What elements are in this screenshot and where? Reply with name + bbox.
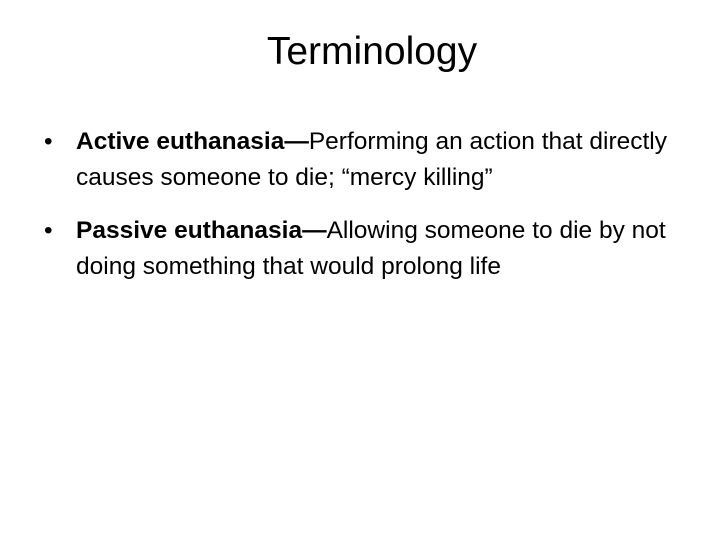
bullet-item-passive-euthanasia [44,213,694,285]
bullet-icon: • [44,128,53,155]
term-label: Passive euthanasia [76,217,303,244]
definition-text: Performing an action that directly causes someone to die; “mercy killing” [76,128,667,191]
em-dash-separator: — [302,217,327,244]
em-dash-separator: — [284,128,309,155]
bullet-icon: • [44,217,53,244]
bullet-item-active-euthanasia [44,124,694,196]
slide-title: Terminology [266,30,478,73]
bullet-list [44,124,694,302]
term-label: Active euthanasia [76,128,285,155]
definition-text: Allowing someone to die by not doing something that would prolong life [76,217,666,280]
